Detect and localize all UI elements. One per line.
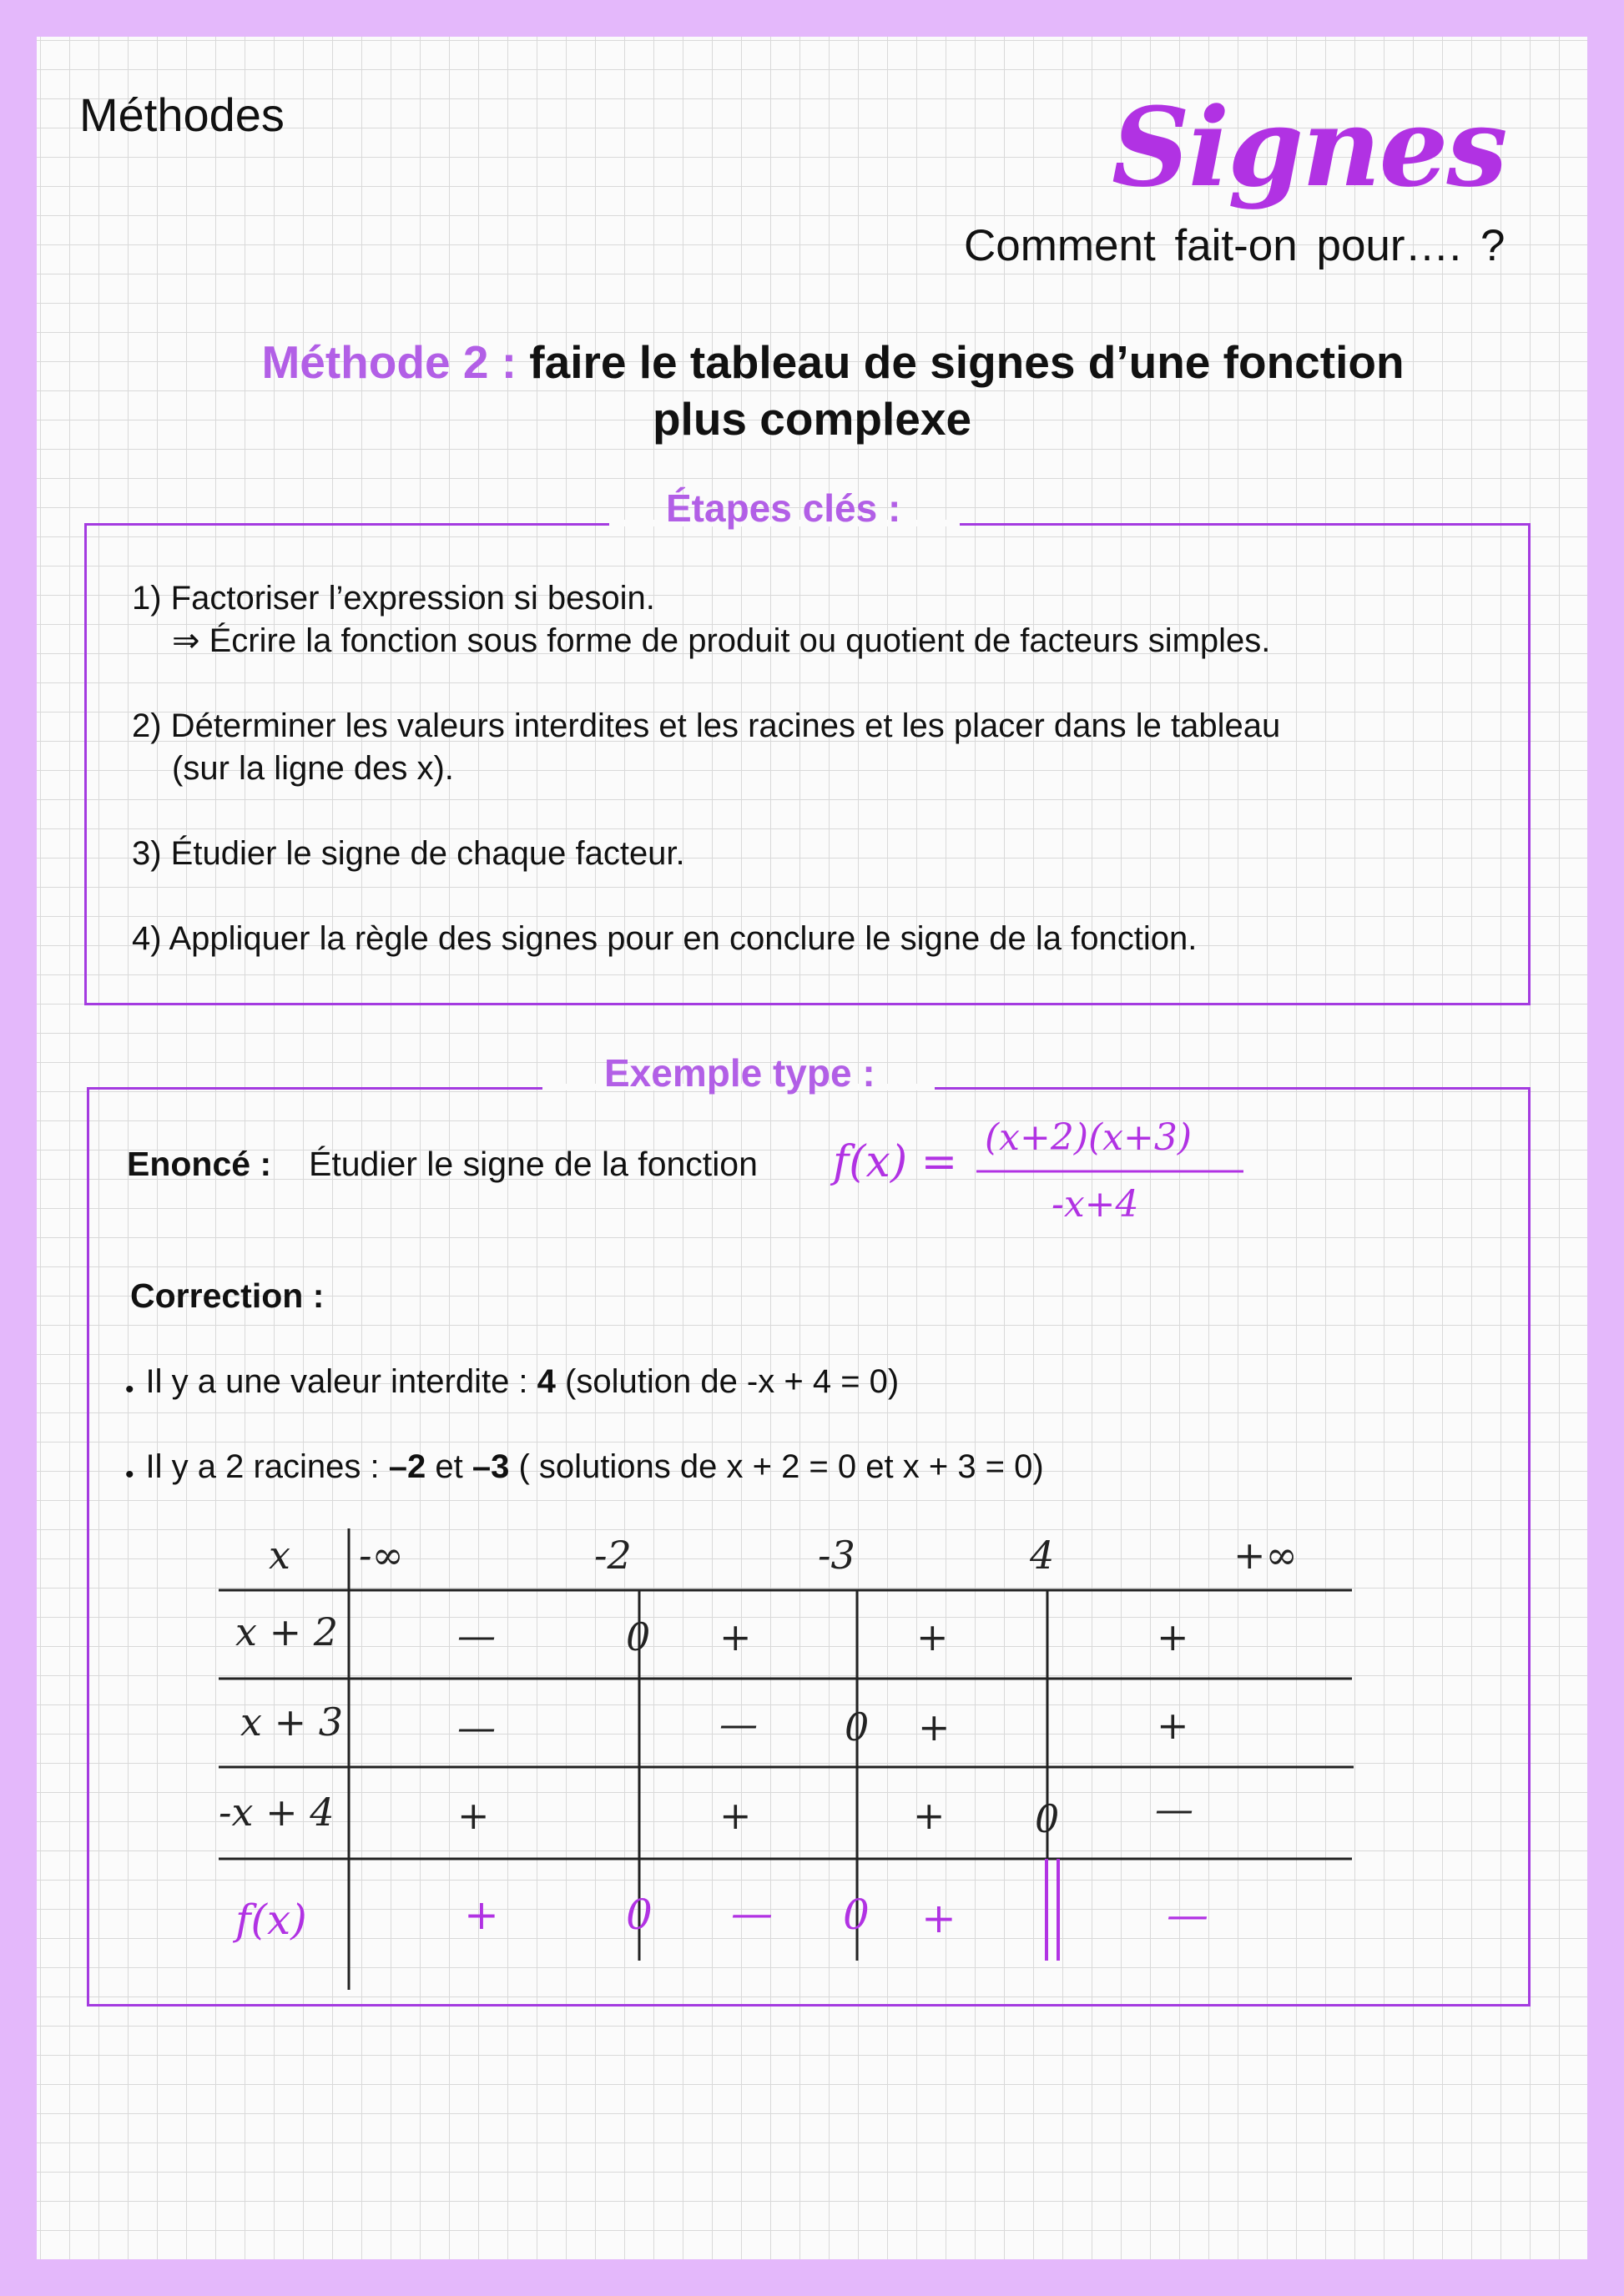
method-title-line1: faire le tableau de signes d’une fonction: [529, 336, 1405, 388]
row1-sign-2: +: [719, 1614, 752, 1659]
x-value-4: 4: [1030, 1533, 1055, 1578]
row3-sign-4: —: [1155, 1786, 1193, 1831]
x-label: x: [269, 1533, 290, 1578]
formula-numerator: (x+2)(x+3): [985, 1116, 1193, 1159]
row4-zero-1: 0: [626, 1891, 653, 1939]
row2-sign-4: +: [1157, 1703, 1189, 1748]
bullet2-bold2: –3: [472, 1448, 510, 1485]
x-value-minus3: -3: [818, 1533, 855, 1578]
x-row: [269, 1533, 1298, 1578]
bullet2-after: ( solutions de x + 2 = 0 et x + 3 = 0): [509, 1448, 1044, 1485]
row2-sign-2: —: [719, 1701, 758, 1746]
row3-zero: 0: [1035, 1796, 1060, 1841]
row-x-plus-2: [235, 1609, 1189, 1659]
row2-sign-1: —: [457, 1704, 496, 1750]
row2-sign-3: +: [918, 1704, 951, 1750]
row1-sign-1: —: [457, 1613, 496, 1658]
x-value-minus2: -2: [594, 1533, 632, 1578]
row4-sign-4: —: [1167, 1891, 1208, 1939]
x-value-minus-inf: -∞: [359, 1533, 404, 1578]
formula-denominator: -x+4: [1052, 1183, 1139, 1226]
step-4-text: 4) Appliquer la règle des signes pour en conclure le signe de la fonction.: [132, 920, 1198, 957]
method-title-line2: plus complexe: [652, 393, 972, 445]
section-label: Méthodes: [79, 88, 285, 141]
bullet1-after: (solution de -x + 4 = 0): [555, 1363, 900, 1400]
enonce-label: Enoncé :: [127, 1145, 272, 1183]
row2-zero: 0: [845, 1704, 870, 1750]
correction-label: Correction :: [130, 1276, 325, 1315]
bullet2-bold1: –2: [388, 1448, 426, 1485]
bullet1-text: Il y a une valeur interdite :: [145, 1363, 537, 1400]
row4-zero-2: 0: [843, 1891, 870, 1939]
bullet2-mid: et: [426, 1448, 472, 1485]
chapter-title: Signes: [1112, 83, 1506, 211]
step-3-text: 3) Étudier le signe de chaque facteur.: [132, 835, 685, 872]
step-1-detail: ⇒ Écrire la fonction sous forme de produit ou quotient de facteurs simples.: [172, 622, 1271, 659]
row1-sign-3: +: [916, 1614, 949, 1659]
row4-label: f(x): [235, 1896, 307, 1944]
row-f-result: [232, 1889, 1208, 1944]
step-1-text: 1) Factoriser l’expression si besoin.: [132, 580, 655, 617]
row3-label: -x + 4: [219, 1790, 335, 1835]
step-2-text: 2) Déterminer les valeurs interdites et les racines et les placer dans le tableau: [132, 707, 1281, 744]
page-subtitle: Comment fait-on pour…. ?: [964, 221, 1505, 270]
row3-sign-2: +: [719, 1793, 752, 1838]
forbidden-double-bar: [1047, 1859, 1058, 1961]
method-label: Méthode 2 :: [261, 336, 517, 388]
example-heading: Exemple type :: [604, 1051, 875, 1095]
enonce-text: Étudier le signe de la fonction: [309, 1145, 758, 1183]
row4-sign-2: —: [731, 1889, 773, 1937]
row1-zero: 0: [626, 1614, 651, 1659]
row1-sign-4: +: [1157, 1614, 1189, 1659]
steps-heading: Étapes clés :: [666, 486, 901, 530]
row1-label: x + 2: [235, 1609, 338, 1654]
bullet2-text: Il y a 2 racines :: [145, 1448, 389, 1485]
step-2-detail: (sur la ligne des x).: [172, 750, 454, 787]
row4-sign-1: +: [464, 1891, 499, 1939]
row3-sign-3: +: [913, 1793, 946, 1838]
row2-label: x + 3: [240, 1699, 343, 1745]
bullet1-bold: 4: [537, 1363, 556, 1400]
formula-lhs: f(x) =: [833, 1137, 958, 1187]
x-value-plus-inf: +∞: [1233, 1533, 1298, 1578]
row4-sign-3: +: [921, 1894, 956, 1942]
row3-sign-1: +: [457, 1793, 490, 1838]
